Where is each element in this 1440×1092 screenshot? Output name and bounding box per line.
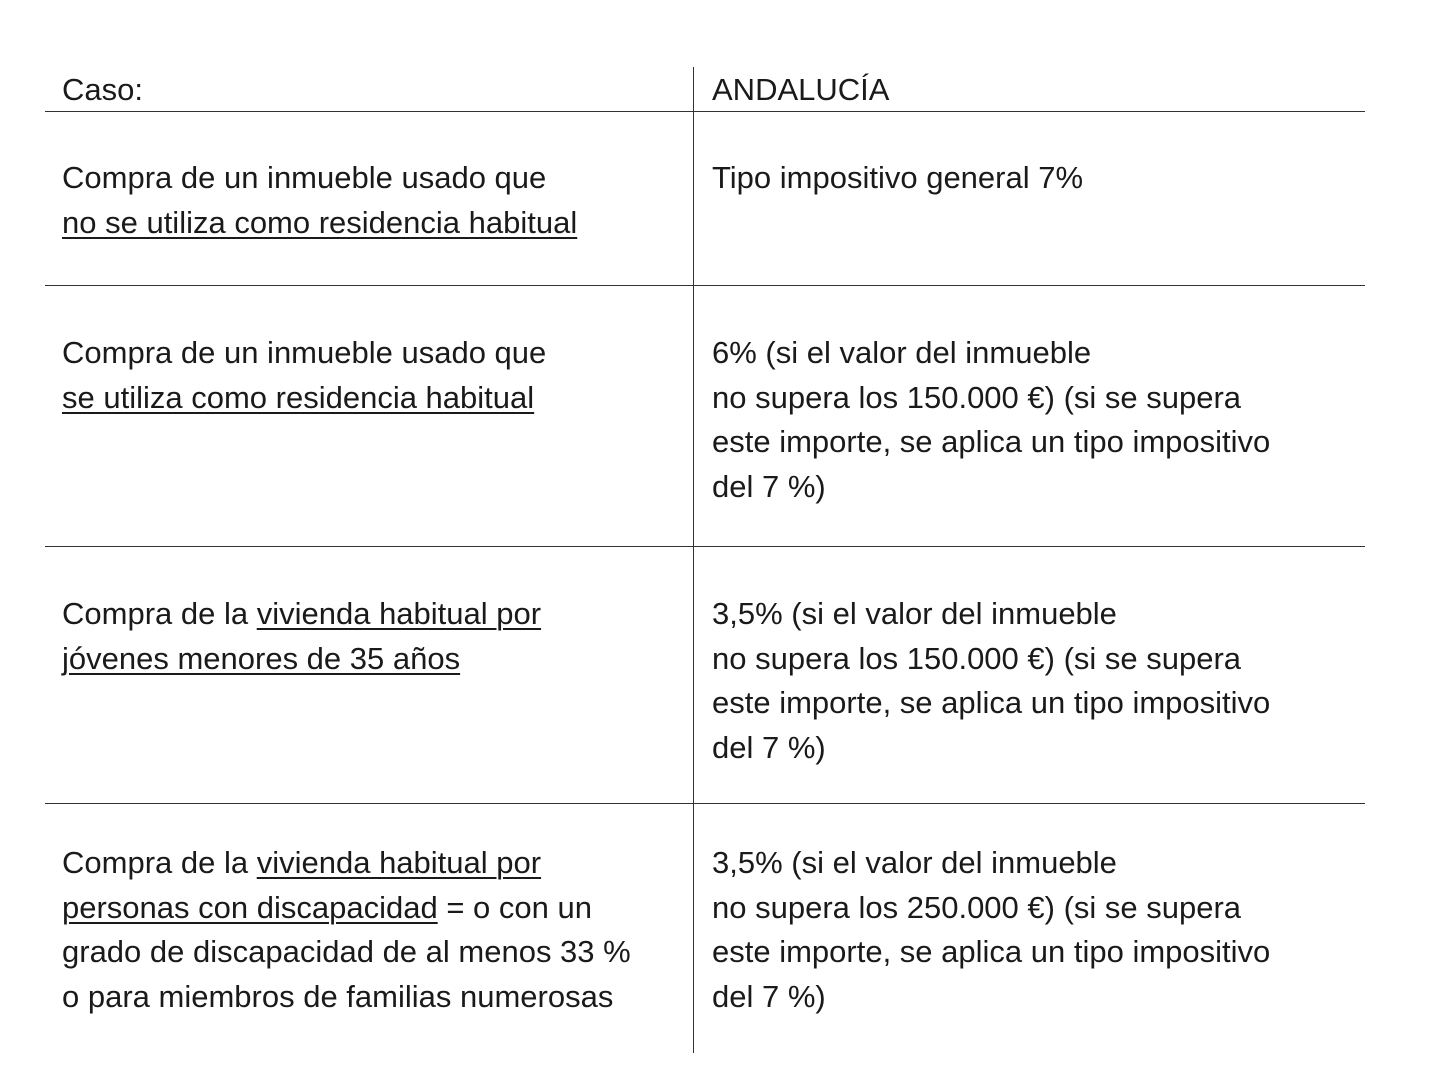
- case-text: o para miembros de familias numerosas: [62, 978, 614, 1014]
- case-cell: [62, 841, 631, 1019]
- case-line: [62, 975, 631, 1020]
- row-divider: [45, 803, 1365, 804]
- rate-line: este importe, se aplica un tipo impositivo: [712, 424, 1271, 459]
- case-text: Compra de un inmueble usado que: [62, 335, 547, 370]
- case-line: [62, 930, 631, 975]
- case-text: grado de discapacidad de al menos 33 %: [62, 934, 631, 969]
- header-region-label: ANDALUCÍA: [712, 72, 890, 107]
- case-text: Compra de la: [62, 845, 257, 880]
- case-cell: [62, 331, 546, 420]
- rate-cell: [712, 841, 1270, 1019]
- rate-cell: [712, 156, 1083, 201]
- rate-line: del 7 %): [712, 729, 826, 765]
- rate-line: 6% (si el valor del inmueble: [712, 335, 1092, 370]
- case-text-underlined: vivienda habitual por: [256, 845, 542, 880]
- rate-line: del 7 %): [712, 978, 826, 1014]
- rate-line: este importe, se aplica un tipo impositivo: [712, 685, 1271, 720]
- row-divider: [45, 546, 1365, 547]
- case-text-underlined: personas con discapacidad: [62, 889, 438, 925]
- case-text-underlined: vivienda habitual por: [256, 596, 542, 631]
- case-text: = o con un: [437, 889, 592, 925]
- case-text: Compra de un inmueble usado que: [62, 160, 547, 195]
- column-divider: [693, 67, 694, 1053]
- header-divider: [45, 111, 1365, 112]
- rate-line: no supera los 150.000 €) (si se supera: [712, 379, 1242, 415]
- rate-line: Tipo impositivo general 7%: [712, 160, 1084, 195]
- header-case-label: Caso:: [62, 72, 143, 107]
- case-text-underlined: no se utiliza como residencia habitual: [62, 204, 578, 240]
- rate-line: no supera los 250.000 €) (si se supera: [712, 889, 1242, 925]
- case-line: [62, 331, 546, 376]
- case-cell: [62, 592, 541, 681]
- case-line: [62, 637, 541, 682]
- rate-line: este importe, se aplica un tipo impositivo: [712, 934, 1271, 969]
- case-line: [62, 376, 546, 421]
- rate-line: 3,5% (si el valor del inmueble: [712, 596, 1117, 631]
- case-line: [62, 156, 577, 201]
- case-text: Compra de la: [62, 596, 257, 631]
- case-text-underlined: se utiliza como residencia habitual: [62, 379, 535, 415]
- rate-line: del 7 %): [712, 468, 826, 504]
- case-text-underlined: jóvenes menores de 35 años: [62, 640, 461, 676]
- rate-line: 3,5% (si el valor del inmueble: [712, 845, 1117, 880]
- case-line: [62, 201, 577, 246]
- rate-cell: [712, 592, 1270, 770]
- case-line: [62, 841, 631, 886]
- case-line: [62, 592, 541, 637]
- rate-line: no supera los 150.000 €) (si se supera: [712, 640, 1242, 676]
- case-line: [62, 886, 631, 931]
- rate-cell: [712, 331, 1270, 509]
- case-cell: [62, 156, 577, 245]
- row-divider: [45, 285, 1365, 286]
